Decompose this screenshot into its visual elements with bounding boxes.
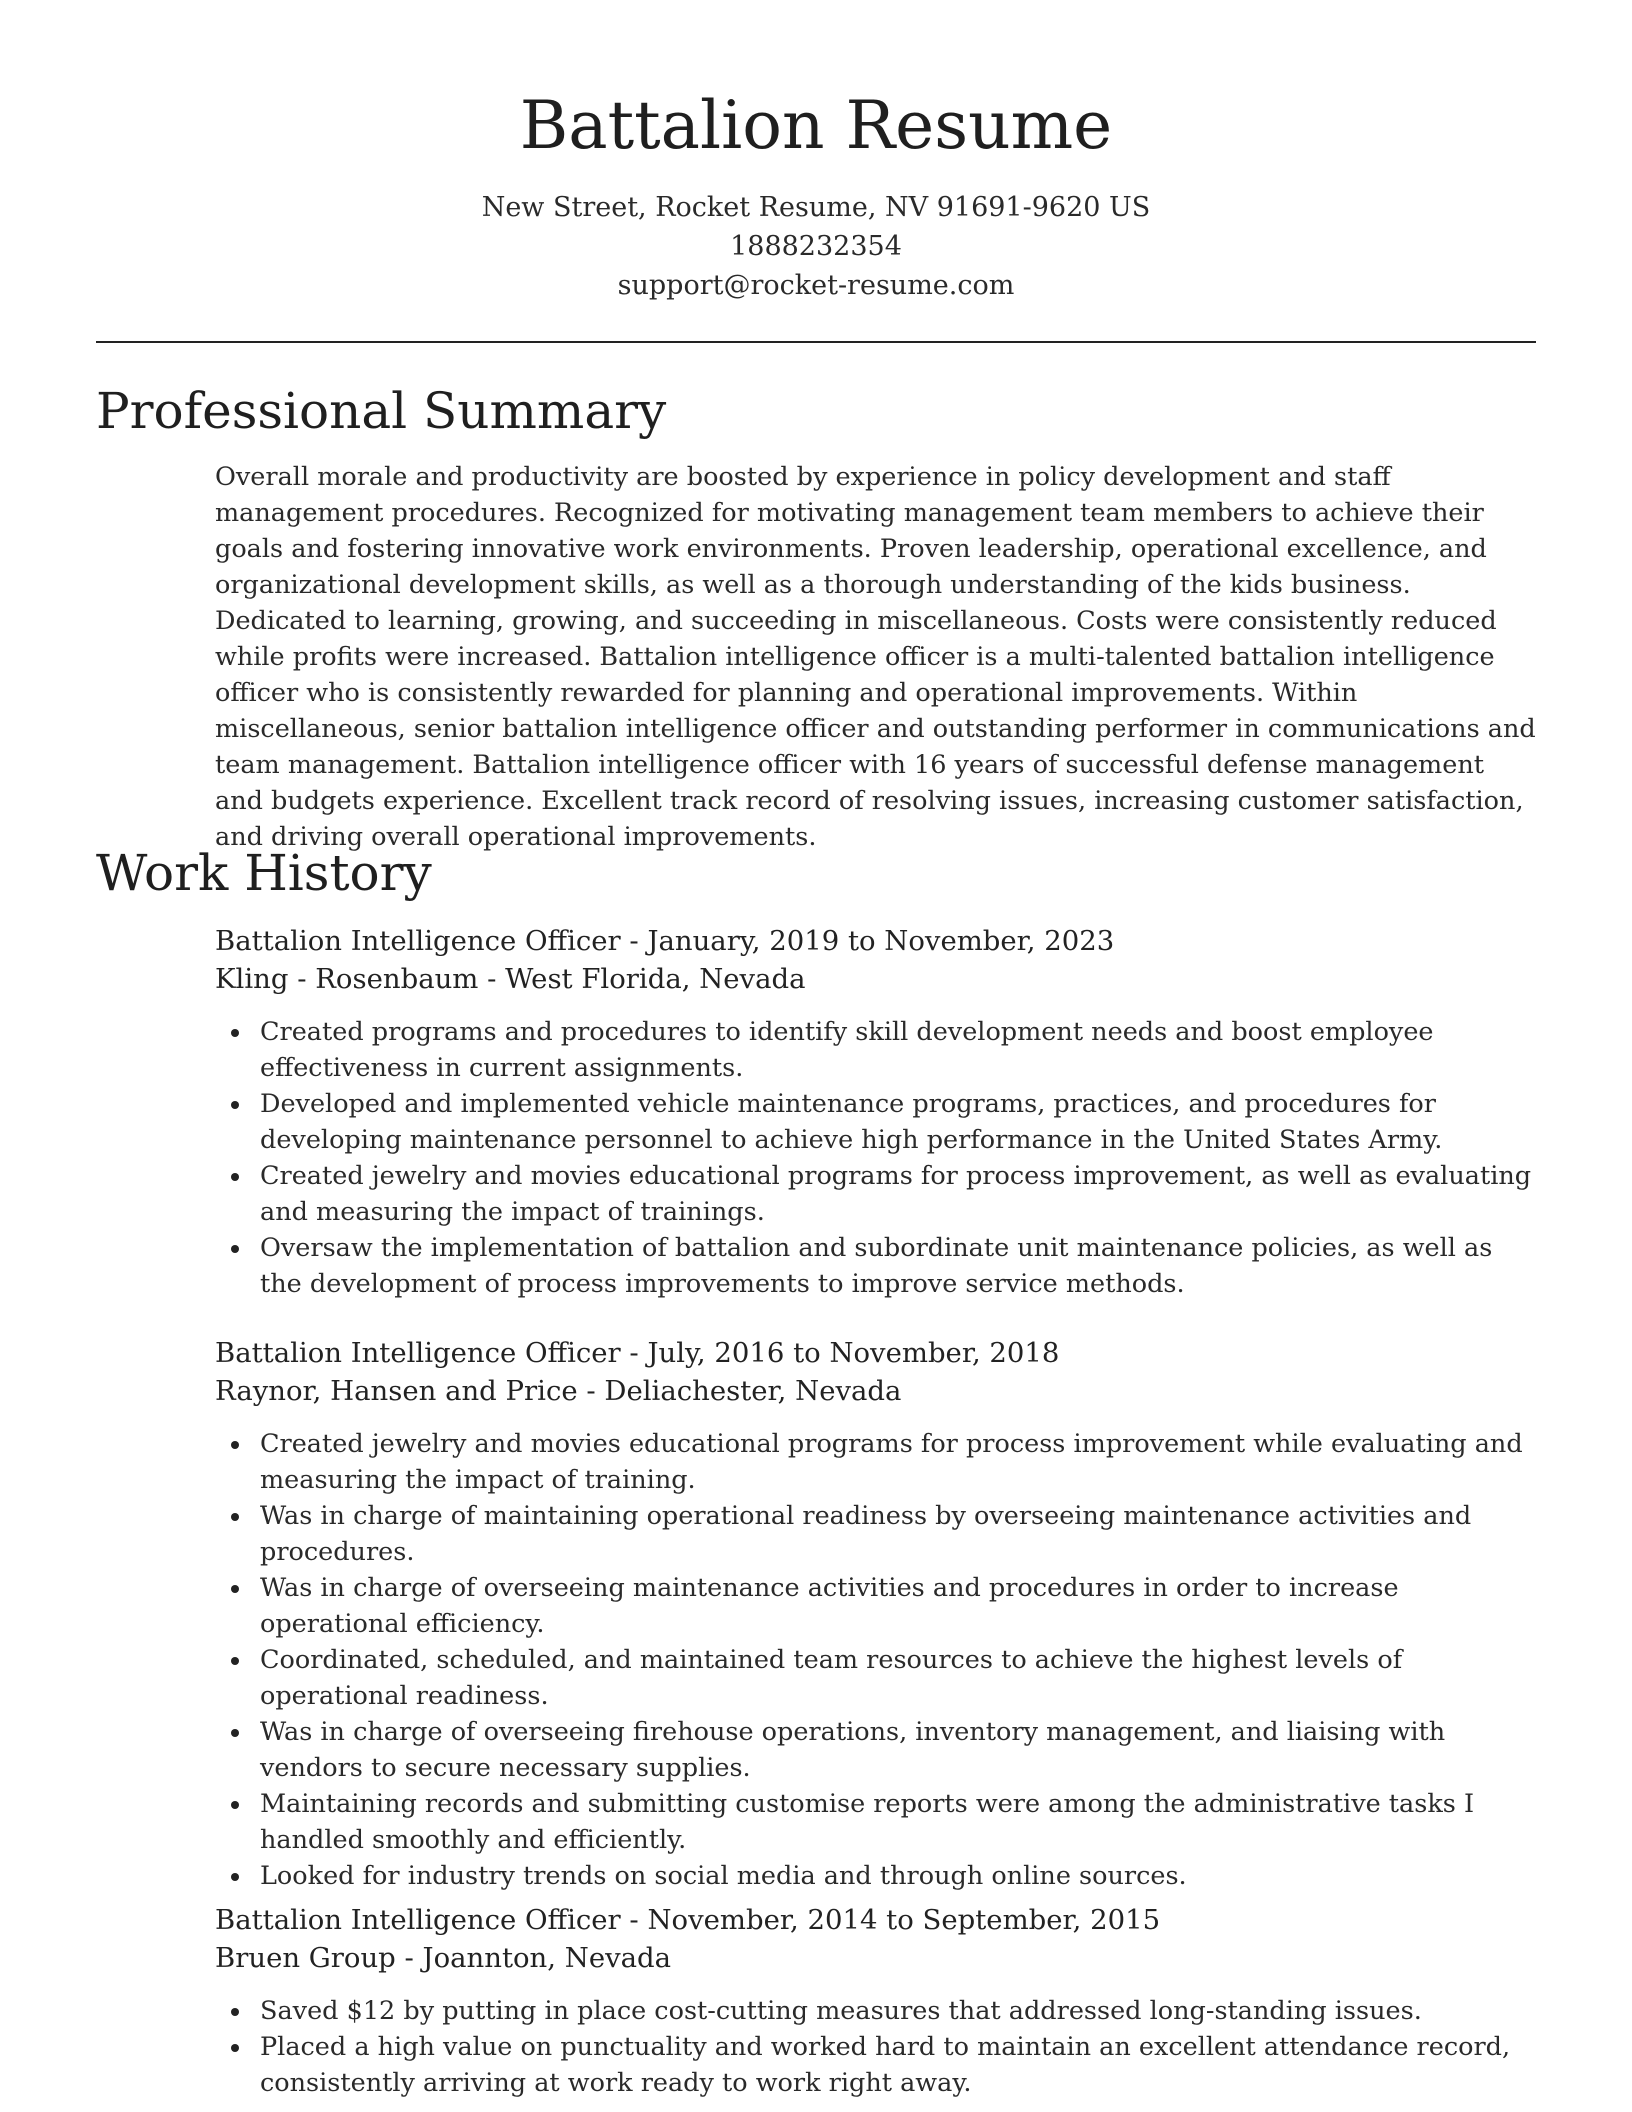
contact-block — [0, 188, 1632, 305]
job-entry — [215, 1334, 1537, 1894]
job-bullets — [215, 1993, 1537, 2101]
section-title-work-history: Work History — [96, 844, 432, 902]
job-bullet-text: Created programs and procedures to identify skill development needs and boost employee effectiveness in current assignments. — [260, 1017, 1434, 1083]
job-bullet — [215, 1158, 1537, 1230]
job-bullet-text: Was in charge of overseeing maintenance activities and procedures in order to increase operational efficiency. — [260, 1573, 1399, 1639]
job-bullet — [215, 1498, 1537, 1570]
summary-block — [215, 459, 1537, 855]
job-bullet-text: Maintaining records and submitting customise reports were among the administrative tasks I handled smoothly and efficiently. — [260, 1789, 1475, 1855]
bullet-dot-icon — [231, 1513, 239, 1521]
bullet-dot-icon — [231, 1441, 239, 1449]
job-bullet — [215, 1086, 1537, 1158]
job-company-line: Bruen Group - Joannton, Nevada — [215, 1942, 672, 1974]
job-title-line: Battalion Intelligence Officer - July, 2016 to November, 2018 — [215, 1337, 1060, 1369]
bullet-dot-icon — [231, 2008, 239, 2016]
job-bullet — [215, 1714, 1537, 1786]
contact-email: support@rocket-resume.com — [617, 270, 1015, 301]
job-bullet-text: Developed and implemented vehicle maintenance programs, practices, and procedures for developing maintenance personnel to achieve high performance in the United States Army. — [260, 1089, 1443, 1155]
section-title-summary: Professional Summary — [96, 382, 667, 440]
job-bullets — [215, 1014, 1537, 1302]
job-bullet — [215, 1858, 1537, 1894]
job-entry — [215, 922, 1537, 1302]
job-bullet-text: Saved $12 by putting in place cost-cutting measures that addressed long-standing issues. — [260, 1996, 1422, 2026]
header-divider — [96, 341, 1536, 343]
job-bullet-text: Created jewelry and movies educational programs for process improvement while evaluating and measuring the impact of training. — [260, 1429, 1523, 1495]
bullet-dot-icon — [231, 1173, 239, 1181]
candidate-name: Battalion Resume — [519, 87, 1113, 164]
bullet-dot-icon — [231, 1873, 239, 1881]
job-bullet — [215, 1786, 1537, 1858]
bullet-dot-icon — [231, 1029, 239, 1037]
bullet-dot-icon — [231, 1657, 239, 1665]
job-bullet-text: Coordinated, scheduled, and maintained team resources to achieve the highest levels of operational readiness. — [260, 1645, 1403, 1711]
job-bullet-text: Oversaw the implementation of battalion and subordinate unit maintenance policies, as well as the development of process improvements to improve service methods. — [260, 1233, 1493, 1299]
bullet-dot-icon — [231, 1801, 239, 1809]
job-title-line: Battalion Intelligence Officer - November, 2014 to September, 2015 — [215, 1904, 1161, 1936]
contact-phone: 1888232354 — [730, 231, 902, 262]
summary-text: Overall morale and productivity are boosted by experience in policy development and staff management procedures. Recognized for motivating management team members to achieve their goals and fostering innovative work environments. Proven leadership, operational excellence, and organizational development skills, as well as a thorough understanding of the kids business. Dedicated to learning, growing, and succeeding in miscellaneous. Costs were consistently reduced while profits were increased. Battalion intelligence officer is a multi-talented battalion intelligence officer who is consistently rewarded for planning and operational improvements. Within miscellaneous, senior battalion intelligence officer and outstanding performer in communications and team management. Battalion intelligence officer with 16 years of successful defense management and budgets experience. Excellent track record of resolving issues, increasing customer satisfaction, and driving overall operational improvements. — [215, 462, 1536, 852]
job-bullet-text: Was in charge of maintaining operational readiness by overseeing maintenance activities and procedures. — [260, 1501, 1472, 1567]
job-title-line: Battalion Intelligence Officer - January, 2019 to November, 2023 — [215, 925, 1115, 957]
job-bullet-text: Created jewelry and movies educational programs for process improvement, as well as evaluating and measuring the impact of trainings. — [260, 1161, 1532, 1227]
resume-header — [0, 84, 1632, 305]
job-bullet — [215, 1570, 1537, 1642]
bullet-dot-icon — [231, 1101, 239, 1109]
job-bullet — [215, 1426, 1537, 1498]
job-bullet — [215, 1014, 1537, 1086]
bullet-dot-icon — [231, 2044, 239, 2052]
bullet-dot-icon — [231, 1245, 239, 1253]
job-bullets — [215, 1426, 1537, 1894]
job-bullet — [215, 1993, 1537, 2029]
job-bullet-text: Was in charge of overseeing firehouse operations, inventory management, and liaising with vendors to secure necessary supplies. — [260, 1717, 1446, 1783]
bullet-dot-icon — [231, 1729, 239, 1737]
job-company-line: Raynor, Hansen and Price - Deliachester, Nevada — [215, 1375, 902, 1407]
job-bullet — [215, 2029, 1537, 2101]
contact-address: New Street, Rocket Resume, NV 91691-9620 US — [481, 192, 1151, 223]
job-entry — [215, 1901, 1537, 2101]
job-bullet — [215, 1230, 1537, 1302]
job-bullet-text: Placed a high value on punctuality and worked hard to maintain an excellent attendance record, consistently arriving at work ready to work right away. — [260, 2032, 1511, 2098]
job-bullet — [215, 1642, 1537, 1714]
bullet-dot-icon — [231, 1585, 239, 1593]
job-company-line: Kling - Rosenbaum - West Florida, Nevada — [215, 963, 806, 995]
job-bullet-text: Looked for industry trends on social media and through online sources. — [260, 1861, 1187, 1891]
